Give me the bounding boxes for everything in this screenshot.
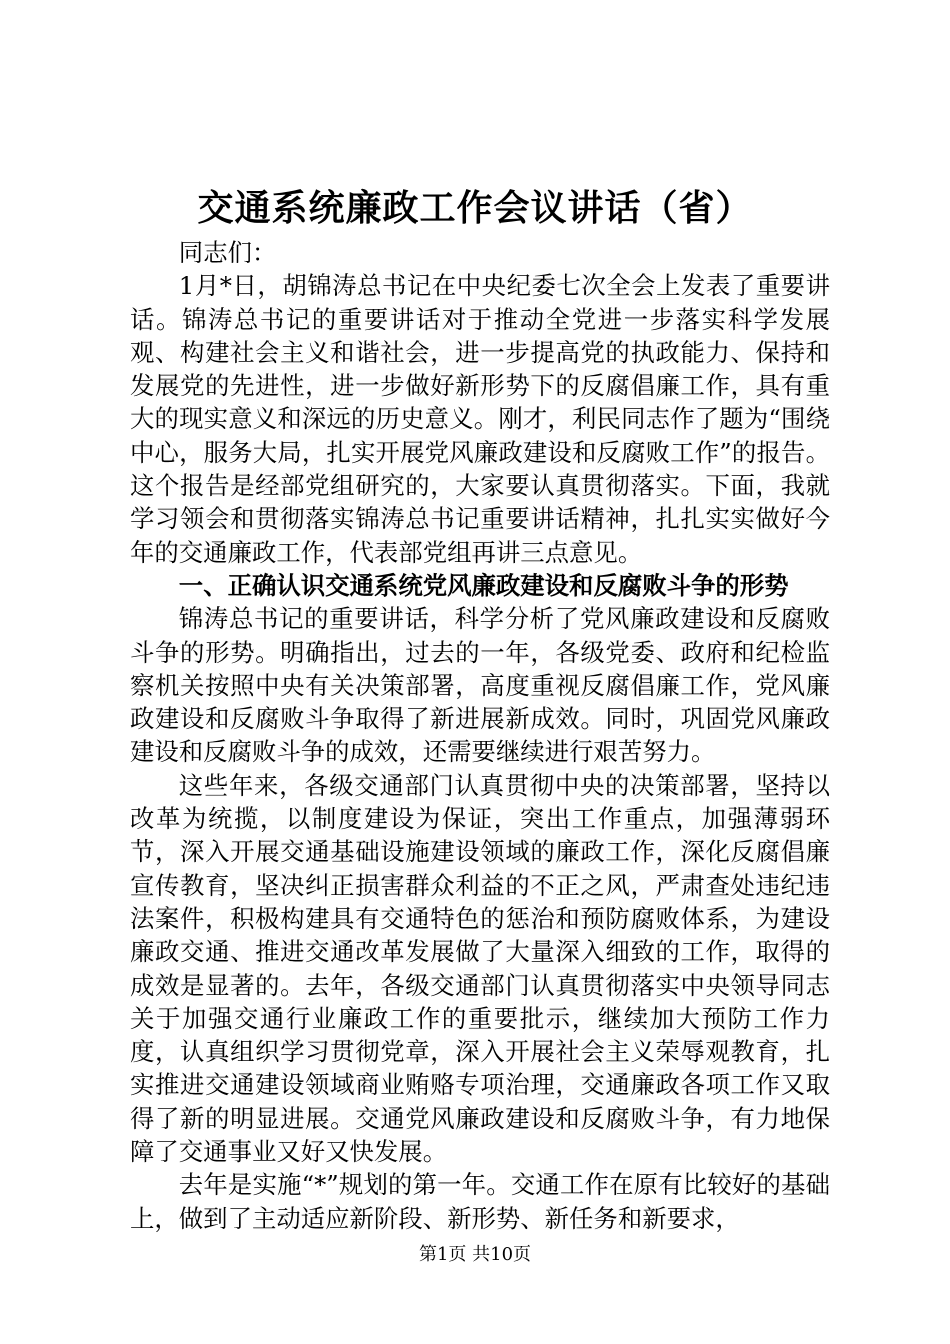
document-title: 交通系统廉政工作会议讲话（省） <box>197 187 753 229</box>
body-paragraph: 锦涛总书记的重要讲话，科学分析了党风廉政建设和反腐败斗争的形势。明确指出，过去的一年，各级党委、政府和纪检监察机关按照中央有关决策部署，高度重视反腐倡廉工作，党风廉政建设和反腐败斗争取得了新进展新成效。同时，巩固党风廉政建设和反腐败斗争的成效，还需要继续进行艰苦努力。 <box>130 604 830 767</box>
section-heading: 一、正确认识交通系统党风廉政建设和反腐败斗争的形势 <box>178 570 789 600</box>
page-number-footer: 第1页 共10页 <box>418 1244 532 1265</box>
body-paragraph: 1月*日，胡锦涛总书记在中央纪委七次全会上发表了重要讲话。锦涛总书记的重要讲话对于推动全党进一步落实科学发展观、构建社会主义和谐社会，进一步提高党的执政能力、保持和发展党的先进性，进一步做好新形势下的反腐倡廉工作，具有重大的现实意义和深远的历史意义。刚才，利民同志作了题为“围绕中心，服务大局，扎实开展党风廉政建设和反腐败工作”的报告。这个报告是经部党组研究的，大家要认真贯彻落实。下面，我就学习领会和贯彻落实锦涛总书记重要讲话精神，扎扎实实做好今年的交通廉政工作，代表部党组再讲三点意见。 <box>130 271 830 567</box>
document-body <box>130 236 830 1235</box>
salutation: 同志们： <box>178 238 277 267</box>
body-paragraph: 去年是实施“*”规划的第一年。交通工作在原有比较好的基础上，做到了主动适应新阶段、新形势、新任务和新要求， <box>130 1170 830 1233</box>
body-paragraph: 这些年来，各级交通部门认真贯彻中央的决策部署，坚持以改革为统揽，以制度建设为保证，突出工作重点，加强薄弱环节，深入开展交通基础设施建设领域的廉政工作，深化反腐倡廉宣传教育，坚决纠正损害群众利益的不正之风，严肃查处违纪违法案件，积极构建具有交通特色的惩治和预防腐败体系，为建设廉政交通、推进交通改革发展做了大量深入细致的工作，取得的成效是显著的。去年，各级交通部门认真贯彻落实中央领导同志关于加强交通行业廉政工作的重要批示，继续加大预防工作力度，认真组织学习贯彻党章，深入开展社会主义荣辱观教育，扎实推进交通建设领域商业贿赂专项治理，交通廉政各项工作又取得了新的明显进展。交通党风廉政建设和反腐败斗争，有力地保障了交通事业又好又快发展。 <box>130 770 830 1167</box>
